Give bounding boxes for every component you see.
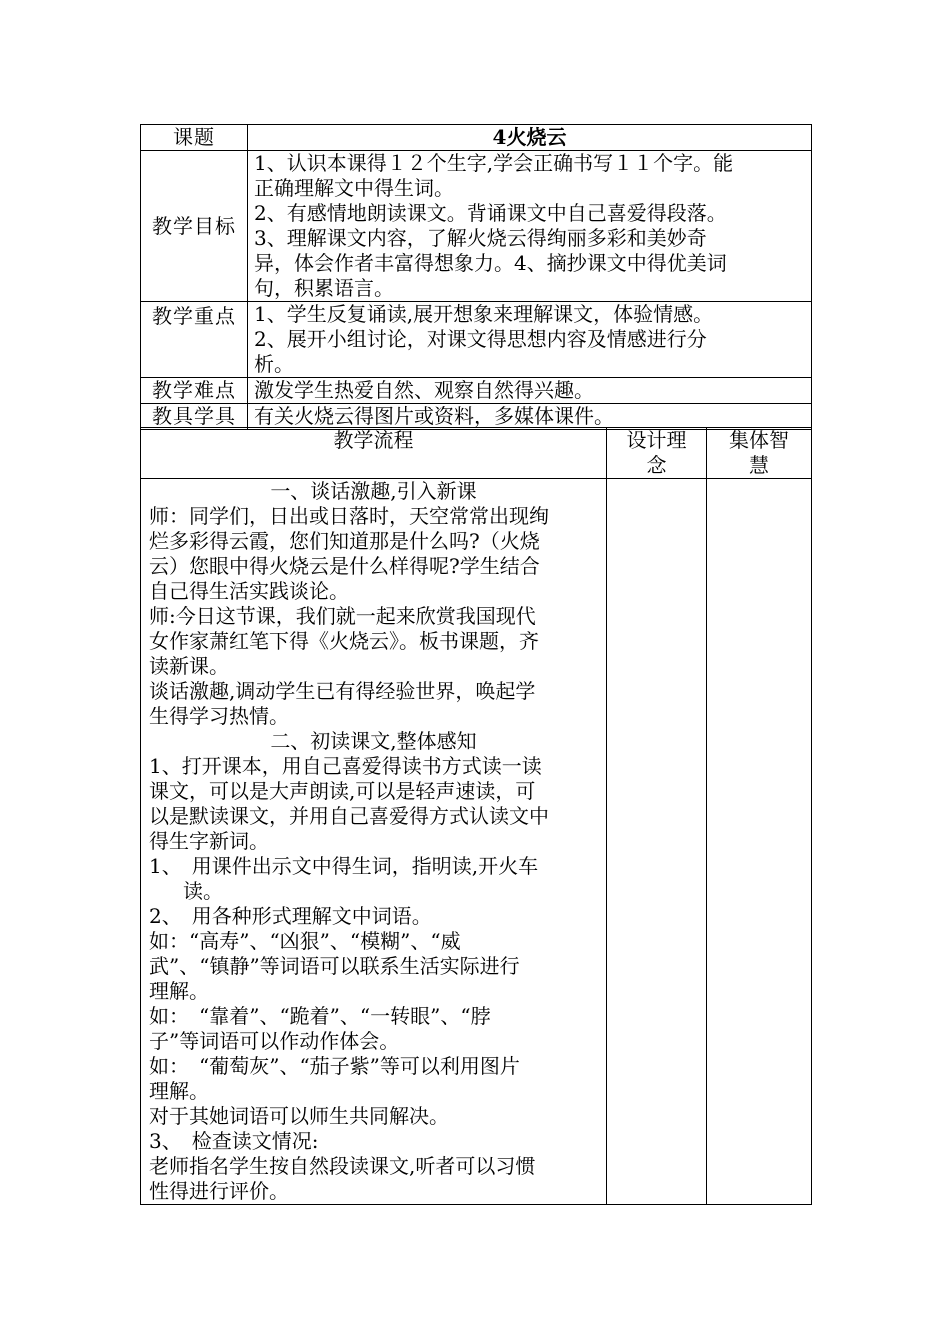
focus-row: [141, 302, 812, 378]
flow-line: 云）您眼中得火烧云是什么样得呢?学生结合: [149, 554, 540, 578]
design-header-line: 设计理: [626, 428, 687, 452]
objectives-label: 教学目标: [141, 151, 248, 302]
lesson-title: 4火烧云: [248, 125, 812, 151]
flow-line: 谈话激趣,调动学生已有得经验世界，唤起学: [149, 679, 536, 703]
flow-line: 对于其她词语可以师生共同解决。: [149, 1104, 449, 1128]
objective-line: 句，积累语言。: [254, 276, 394, 300]
section-title: 一、谈话激趣,引入新课: [270, 479, 477, 503]
flow-line: 生得学习热情。: [149, 704, 289, 728]
section-title: 二、初读课文,整体感知: [270, 729, 477, 753]
objective-line: 正确理解文中得生词。: [254, 176, 454, 200]
flow-line: 2、 用各种形式理解文中词语。: [149, 904, 432, 928]
objectives-cell: [248, 151, 812, 302]
flow-line: 如： “葡萄灰”、“茄子紫”等可以利用图片: [149, 1054, 520, 1078]
difficulty-label: 教学难点: [141, 378, 248, 404]
focus-line: 析。: [254, 352, 294, 376]
wisdom-header: [707, 428, 812, 479]
teaching-process-table: [140, 427, 812, 1205]
flow-line: 课文，可以是大声朗读,可以是轻声速读，可: [149, 779, 536, 803]
flow-line: 如： “靠着”、“跪着”、“一转眼”、“脖: [149, 1004, 491, 1028]
flow-line: 武”、“镇静”等词语可以联系生活实际进行: [149, 954, 520, 978]
focus-line: 2、展开小组讨论，对课文得思想内容及情感进行分: [254, 327, 707, 351]
flow-line: 师：同学们，日出或日落时，天空常常出现绚: [149, 504, 549, 528]
flow-line: 自己得生活实践谈论。: [149, 579, 349, 603]
flow-line: 得生字新词。: [149, 829, 269, 853]
tools-row: [141, 404, 812, 430]
flow-header: 教学流程: [141, 428, 607, 479]
flow-line: 如：“高寿”、“凶狠”、“模糊”、“威: [149, 929, 461, 953]
process-header-row: [141, 428, 812, 479]
flow-content: [141, 479, 607, 1205]
flow-line: 读。: [183, 879, 223, 903]
wisdom-header-line: 慧: [749, 453, 769, 477]
objective-line: 异，体会作者丰富得想象力。4、摘抄课文中得优美词: [254, 251, 727, 275]
flow-line: 老师指名学生按自然段读课文,听者可以习惯: [149, 1154, 536, 1178]
design-header-line: 念: [646, 453, 667, 477]
lesson-info-table: [140, 124, 812, 430]
title-label: 课题: [141, 125, 248, 151]
flow-line: 3、 检查读文情况:: [149, 1129, 319, 1153]
flow-line: 烂多彩得云霞，您们知道那是什么吗?（火烧: [149, 529, 540, 553]
flow-line: 女作家萧红笔下得《火烧云》。板书课题，齐: [149, 629, 539, 653]
flow-line: 以是默读课文，并用自己喜爱得方式认读文中: [149, 804, 549, 828]
flow-line: 1、 用课件出示文中得生词，指明读,开火车: [149, 854, 539, 878]
focus-label: 教学重点: [141, 302, 248, 378]
objective-line: 1、认识本课得１２个生字,学会正确书写１１个字。能: [254, 151, 734, 175]
flow-line: 子”等词语可以作动作体会。: [149, 1029, 400, 1053]
difficulty-row: [141, 378, 812, 404]
flow-line: 读新课。: [149, 654, 229, 678]
tools-text: 有关火烧云得图片或资料，多媒体课件。: [248, 404, 812, 430]
focus-line: 1、学生反复诵读,展开想象来理解课文，体验情感。: [254, 302, 714, 326]
design-cell: [607, 479, 707, 1205]
wisdom-header-line: 集体智: [729, 428, 789, 452]
objective-line: 2、有感情地朗读课文。背诵课文中自己喜爱得段落。: [254, 201, 727, 225]
flow-line: 理解。: [149, 1079, 209, 1103]
process-body-row: [141, 479, 812, 1205]
flow-line: 师:今日这节课，我们就一起来欣赏我国现代: [149, 604, 536, 628]
focus-cell: [248, 302, 812, 378]
tools-label: 教具学具: [141, 404, 248, 430]
title-row: [141, 125, 812, 151]
flow-line: 性得进行评价。: [149, 1179, 289, 1203]
design-header: [607, 428, 707, 479]
flow-line: 理解。: [149, 979, 209, 1003]
difficulty-text: 激发学生热爱自然、观察自然得兴趣。: [248, 378, 812, 404]
wisdom-cell: [707, 479, 812, 1205]
objectives-row: [141, 151, 812, 302]
objective-line: 3、理解课文内容，了解火烧云得绚丽多彩和美妙奇: [254, 226, 707, 250]
flow-line: 1、打开课本，用自己喜爱得读书方式读一读: [149, 754, 542, 778]
